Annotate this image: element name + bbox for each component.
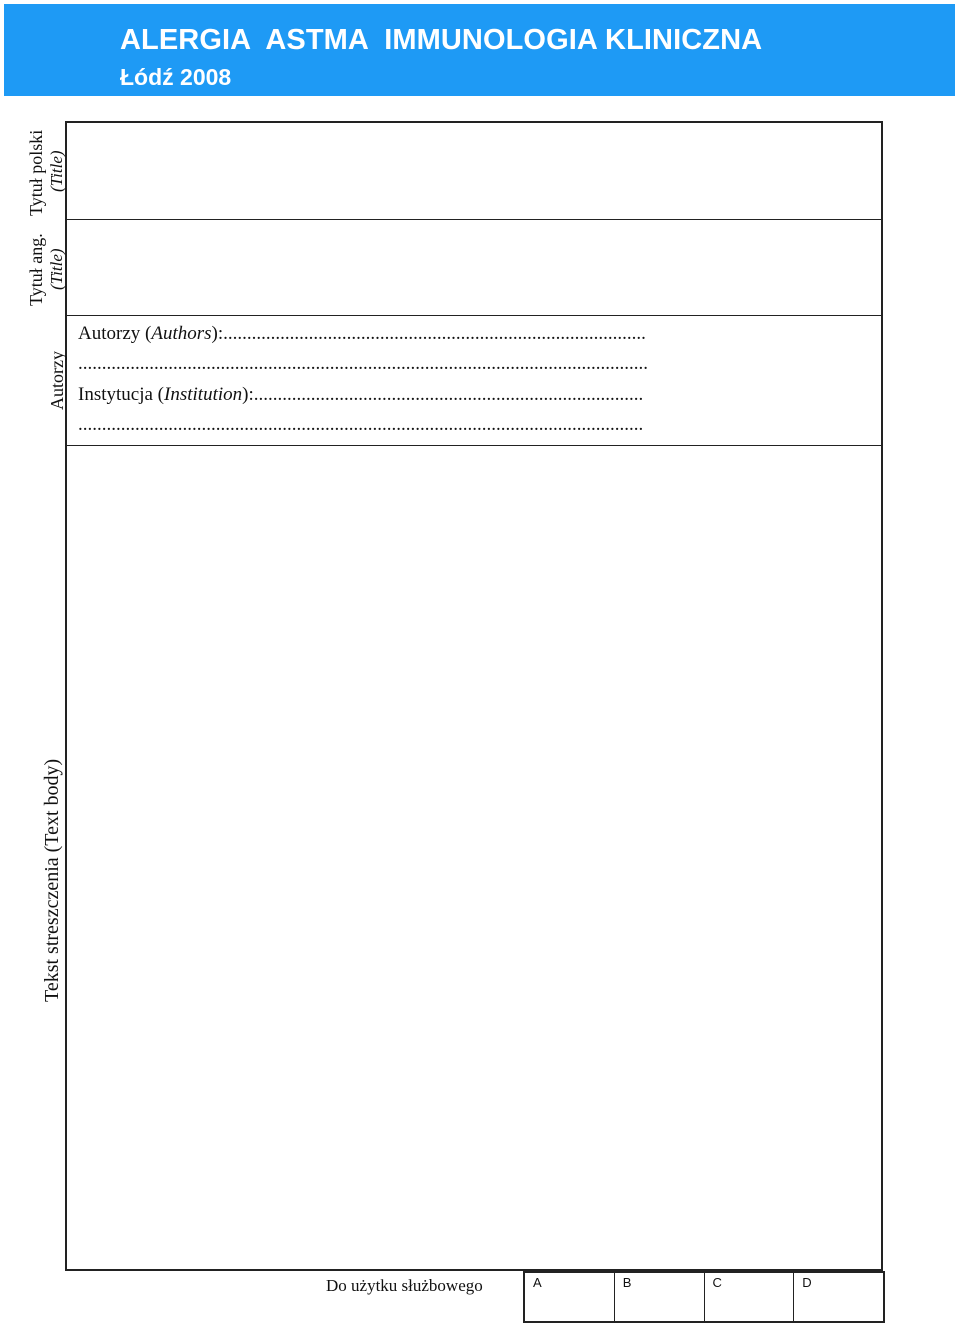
official-box-a-label: A <box>533 1275 542 1290</box>
official-use-boxes <box>523 1271 885 1323</box>
institution-dots: ):.................................................................................. <box>242 384 644 405</box>
abstract-form-frame <box>65 121 883 1271</box>
institution-label-en: Institution <box>164 384 243 405</box>
official-box-c-label: C <box>712 1275 722 1290</box>
divider-title-english <box>65 315 883 316</box>
official-box-b-label: B <box>622 1275 632 1290</box>
authors-label-en: Authors <box>151 323 212 344</box>
official-box-c <box>705 1273 795 1321</box>
journal-subtitle: Łódź 2008 <box>120 64 232 90</box>
official-box-a <box>525 1273 615 1321</box>
divider-title-polish <box>65 219 883 220</box>
authors-label: Autorzy ( <box>78 323 152 344</box>
label-title-polish: Tytuł polski <box>26 129 46 216</box>
authors-field-continued[interactable]: ........................................................................................................................ <box>78 353 648 374</box>
official-box-d <box>794 1273 883 1321</box>
label-text-body: Tekst streszczenia (Text body) <box>41 758 63 1002</box>
journal-header <box>4 4 955 96</box>
label-title-english: Tytuł ang. <box>26 233 46 306</box>
journal-title: ALERGIA ASTMA IMMUNOLOGIA KLINICZNA <box>120 24 763 56</box>
institution-field[interactable] <box>78 384 643 406</box>
authors-dots: ):......................................................................................... <box>211 323 646 344</box>
label-authors: Autorzy <box>47 351 67 410</box>
official-box-d-label: D <box>802 1275 812 1290</box>
official-use-label: Do użytku służbowego <box>326 1276 483 1295</box>
label-title-polish-en: (Title) <box>47 150 66 192</box>
institution-label: Instytucja ( <box>78 384 165 405</box>
official-box-b <box>615 1273 705 1321</box>
label-title-english-en: (Title) <box>47 248 66 290</box>
institution-field-continued[interactable]: ....................................................................................................................... <box>78 414 644 435</box>
authors-field[interactable] <box>78 323 646 345</box>
divider-authors <box>65 445 883 446</box>
